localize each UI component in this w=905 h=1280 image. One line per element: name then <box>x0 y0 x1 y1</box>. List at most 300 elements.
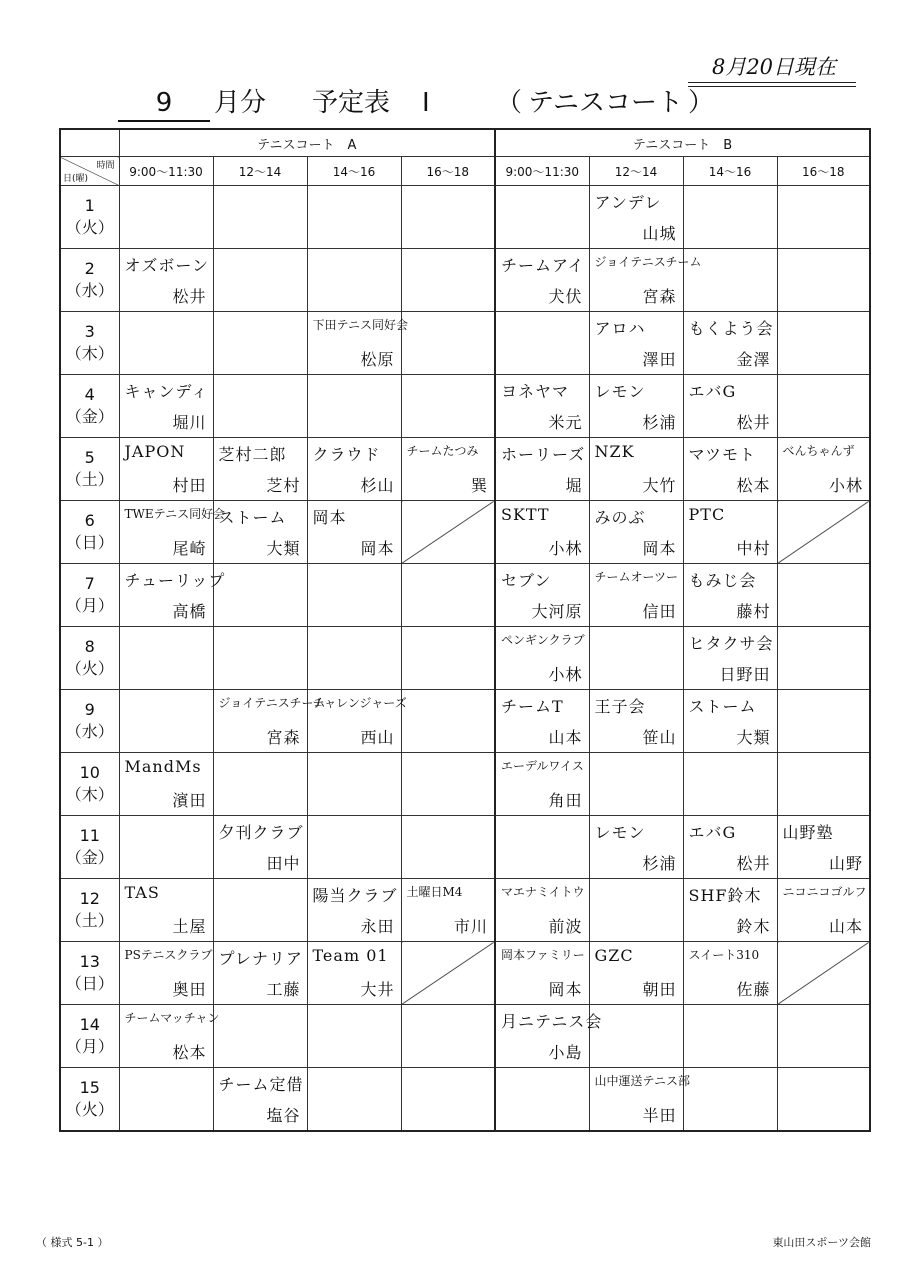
closed-slot-cell <box>401 942 495 1005</box>
day-number: 1 <box>84 196 95 215</box>
reservation-cell <box>589 753 683 816</box>
reservation-cell <box>777 753 870 816</box>
representative-name: 小島 <box>548 1043 583 1062</box>
reservation-cell <box>213 249 307 312</box>
title-open-paren: （ <box>496 88 523 118</box>
day-row <box>60 753 870 816</box>
reservation-cell <box>307 375 401 438</box>
corner-header <box>60 157 119 186</box>
corner-time-label: 時間 <box>96 161 115 171</box>
group-name: スイート310 <box>688 948 760 962</box>
weekday-label: （日） <box>65 533 114 552</box>
reservation-cell <box>119 186 213 249</box>
day-number: 3 <box>84 322 95 341</box>
reservation-cell <box>119 1005 220 1068</box>
representative-name: 宮森 <box>642 287 677 306</box>
day-number: 7 <box>84 574 95 593</box>
representative-name: 大竹 <box>642 476 677 495</box>
group-name: SKTT <box>501 505 550 524</box>
reservation-cell <box>213 627 307 690</box>
weekday-label: （水） <box>65 722 114 741</box>
reservation-cell <box>495 753 589 816</box>
group-name: マエナミイトウ <box>501 885 585 899</box>
representative-name: 山本 <box>829 917 864 936</box>
representative-name: 山本 <box>548 728 583 747</box>
title-label: 予定表 <box>312 88 391 118</box>
reservation-cell <box>683 1068 777 1132</box>
representative-name: 永田 <box>360 917 395 936</box>
reservation-cell <box>401 879 495 942</box>
group-name: 王子会 <box>594 697 646 716</box>
group-name: エバG <box>688 382 737 401</box>
reservation-cell <box>119 816 213 879</box>
group-name: 月ニテニス会 <box>501 1012 603 1031</box>
representative-name: 前波 <box>548 917 583 936</box>
reservation-cell <box>683 501 777 564</box>
representative-name: 大類 <box>736 728 771 747</box>
reservation-cell <box>589 816 683 879</box>
reservation-cell <box>307 942 401 1005</box>
reservation-cell <box>213 501 307 564</box>
representative-name: 小林 <box>548 539 583 558</box>
reservation-cell <box>495 312 589 375</box>
time-slot-header: 12～14 <box>589 157 683 186</box>
reservation-cell <box>213 375 307 438</box>
group-name: 陽当クラブ <box>312 886 398 905</box>
day-row <box>60 564 870 627</box>
date-cell <box>60 501 119 564</box>
weekday-label: （火） <box>65 659 114 678</box>
representative-name: 尾崎 <box>172 539 207 558</box>
schedule-table <box>59 128 871 1132</box>
reservation-cell <box>119 753 213 816</box>
day-row <box>60 627 870 690</box>
closed-slot-cell <box>777 501 870 564</box>
time-slot-header: 16～18 <box>401 157 495 186</box>
representative-name: 大類 <box>266 539 301 558</box>
reservation-cell <box>119 249 213 312</box>
reservation-cell <box>213 312 307 375</box>
corner-blank <box>60 129 119 157</box>
group-name: みのぶ <box>594 508 646 527</box>
reservation-cell <box>495 627 589 690</box>
representative-name: 塩谷 <box>266 1106 301 1125</box>
reservation-cell <box>307 1005 401 1068</box>
time-slot-header: 12～14 <box>213 157 307 186</box>
status-underline <box>688 82 856 83</box>
group-name: チームアイ <box>501 256 585 275</box>
day-row <box>60 942 870 1005</box>
day-row <box>60 816 870 879</box>
reservation-cell <box>589 186 683 249</box>
day-number: 14 <box>79 1015 100 1034</box>
representative-name: 松井 <box>736 413 771 432</box>
reservation-cell <box>401 1068 495 1132</box>
representative-name: 米元 <box>548 413 583 432</box>
title-facility: テニスコート <box>528 88 683 118</box>
day-number: 5 <box>84 448 95 467</box>
group-name: NZK <box>594 442 635 461</box>
group-name: プレナリア <box>218 949 303 968</box>
representative-name: 杉浦 <box>642 413 677 432</box>
day-number: 12 <box>79 889 100 908</box>
representative-name: 金澤 <box>736 350 771 369</box>
reservation-cell <box>589 1005 683 1068</box>
group-name: 山野塾 <box>782 823 834 842</box>
group-name: ジョイテニスチーム <box>218 696 326 710</box>
reservation-cell <box>119 879 213 942</box>
representative-name: 岡本 <box>360 539 395 558</box>
reservation-cell <box>589 627 683 690</box>
reservation-cell <box>401 1005 495 1068</box>
reservation-cell <box>213 438 307 501</box>
reservation-cell <box>495 879 589 942</box>
representative-name: 奥田 <box>172 980 207 999</box>
weekday-label: （金） <box>65 407 114 426</box>
day-number: 4 <box>84 385 95 404</box>
representative-name: 澤田 <box>642 350 677 369</box>
reservation-cell <box>307 312 409 375</box>
reservation-cell <box>213 879 307 942</box>
group-name: TWEテニス同好会 <box>124 507 226 521</box>
group-name: べんちゃんず <box>782 444 855 458</box>
group-name: 山中運送テニス部 <box>594 1074 691 1088</box>
reservation-cell <box>777 186 870 249</box>
group-name: 岡本ファミリー <box>501 948 585 962</box>
reservation-cell <box>777 564 870 627</box>
group-name: キャンディ <box>124 382 209 401</box>
title-roman: I <box>422 88 430 118</box>
reservation-cell <box>119 501 226 564</box>
reservation-cell <box>683 879 777 942</box>
reservation-cell <box>683 1005 777 1068</box>
group-name: アロハ <box>594 319 646 338</box>
group-name: PTC <box>688 505 726 524</box>
representative-name: 小林 <box>829 476 864 495</box>
group-name: チームマッチャン <box>124 1011 220 1025</box>
group-name: チームたつみ <box>406 444 479 458</box>
reservation-cell <box>307 186 401 249</box>
representative-name: 土屋 <box>172 917 207 936</box>
reservation-cell <box>495 564 589 627</box>
reservation-cell <box>495 438 589 501</box>
day-number: 2 <box>84 259 95 278</box>
group-name: MandMs <box>124 757 202 776</box>
date-cell <box>60 375 119 438</box>
reservation-cell <box>119 627 213 690</box>
date-cell <box>60 816 119 879</box>
reservation-cell <box>307 879 401 942</box>
representative-name: 濱田 <box>172 791 207 810</box>
day-number: 11 <box>79 826 100 845</box>
representative-name: 笹山 <box>642 728 677 747</box>
group-name: ペンギンクラブ <box>501 633 585 647</box>
reservation-cell <box>307 564 401 627</box>
day-row <box>60 1068 870 1132</box>
reservation-cell <box>495 375 589 438</box>
reservation-cell <box>777 375 870 438</box>
time-slot-header: 9:00～11:30 <box>119 157 213 186</box>
date-cell <box>60 627 119 690</box>
group-name: アンデレ <box>594 193 662 212</box>
representative-name: 鈴木 <box>736 917 771 936</box>
reservation-cell <box>401 186 495 249</box>
representative-name: 佐藤 <box>736 980 771 999</box>
group-name: チーム定借 <box>218 1075 304 1094</box>
day-row <box>60 312 870 375</box>
day-row <box>60 879 870 942</box>
corner-day-label: 日(曜) <box>63 174 89 184</box>
date-cell <box>60 186 119 249</box>
weekday-label: （月） <box>65 1037 114 1056</box>
representative-name: 工藤 <box>266 980 301 999</box>
reservation-cell <box>777 879 870 942</box>
reservation-cell <box>213 753 307 816</box>
time-slot-header: 14～16 <box>683 157 777 186</box>
reservation-cell <box>589 501 683 564</box>
reservation-cell <box>119 942 213 1005</box>
reservation-cell <box>589 375 683 438</box>
reservation-cell <box>495 690 589 753</box>
reservation-cell <box>401 249 495 312</box>
reservation-cell <box>683 186 777 249</box>
group-name: 岡本 <box>312 508 347 527</box>
representative-name: 松本 <box>172 1043 207 1062</box>
representative-name: 巽 <box>470 476 488 495</box>
reservation-cell <box>401 816 495 879</box>
reservation-cell <box>401 753 495 816</box>
date-cell <box>60 564 119 627</box>
reservation-cell <box>495 249 589 312</box>
representative-name: 中村 <box>736 539 771 558</box>
group-name: ストーム <box>688 697 757 716</box>
day-row <box>60 249 870 312</box>
date-cell <box>60 1068 119 1132</box>
group-name: チームオーツー <box>594 570 679 584</box>
reservation-cell <box>307 501 401 564</box>
reservation-cell <box>401 375 495 438</box>
group-name: ジョイテニスチーム <box>594 255 702 269</box>
group-name: チャレンジャーズ <box>312 696 407 710</box>
representative-name: 高橋 <box>172 602 207 621</box>
day-row <box>60 501 870 564</box>
representative-name: 田中 <box>266 854 301 873</box>
group-name: ヨネヤマ <box>501 382 570 401</box>
representative-name: 村田 <box>172 476 207 495</box>
group-name: エバG <box>688 823 737 842</box>
reservation-cell <box>307 690 407 753</box>
reservation-cell <box>589 564 683 627</box>
month-suffix: 月分 <box>214 88 267 118</box>
group-name: PSテニスクラブ <box>124 948 213 962</box>
reservation-cell <box>401 690 495 753</box>
reservation-cell <box>213 942 307 1005</box>
representative-name: 西山 <box>360 728 395 747</box>
group-name: チームT <box>501 697 564 716</box>
representative-name: 犬伏 <box>548 287 583 306</box>
weekday-label: （土） <box>65 470 114 489</box>
weekday-label: （土） <box>65 911 114 930</box>
group-name: エーデルワイス <box>501 759 584 773</box>
reservation-cell <box>777 438 870 501</box>
group-name: もくよう会 <box>688 319 774 338</box>
day-row <box>60 690 870 753</box>
representative-name: 芝村 <box>266 476 301 495</box>
representative-name: 松本 <box>736 476 771 495</box>
group-name: 芝村二郎 <box>218 445 287 464</box>
weekday-label: （月） <box>65 596 114 615</box>
reservation-cell <box>683 249 777 312</box>
group-name: レモン <box>594 823 646 842</box>
group-name: ストーム <box>218 508 287 527</box>
group-name: JAPON <box>124 442 186 461</box>
reservation-cell <box>683 375 777 438</box>
representative-name: 松原 <box>360 350 395 369</box>
reservation-cell <box>589 690 683 753</box>
group-name: Team 01 <box>312 946 389 965</box>
time-slot-header: 14～16 <box>307 157 401 186</box>
date-cell <box>60 1005 119 1068</box>
reservation-cell <box>307 816 401 879</box>
reservation-cell <box>495 186 589 249</box>
reservation-cell <box>683 627 777 690</box>
reservation-cell <box>683 942 777 1005</box>
group-name: セブン <box>501 571 552 590</box>
group-name: ホーリーズ <box>501 445 586 464</box>
reservation-cell <box>589 879 683 942</box>
day-number: 6 <box>84 511 95 530</box>
day-number: 9 <box>84 700 95 719</box>
date-cell <box>60 438 119 501</box>
reservation-cell <box>589 1068 691 1132</box>
representative-name: 藤村 <box>736 602 771 621</box>
date-cell <box>60 690 119 753</box>
facility-name: 東山田スポーツ会館 <box>772 1236 871 1249</box>
reservation-cell <box>213 1068 307 1132</box>
reservation-cell <box>777 249 870 312</box>
court-a-header: テニスコート A <box>119 129 495 157</box>
representative-name: 杉山 <box>360 476 395 495</box>
reservation-cell <box>119 312 213 375</box>
representative-name: 堀川 <box>172 413 207 432</box>
group-name: GZC <box>594 946 634 965</box>
reservation-cell <box>683 564 777 627</box>
group-name: 土曜日M4 <box>406 885 463 899</box>
representative-name: 朝田 <box>642 980 677 999</box>
representative-name: 市川 <box>453 917 488 936</box>
reservation-cell <box>119 375 213 438</box>
reservation-cell <box>495 816 589 879</box>
day-row <box>60 1005 870 1068</box>
representative-name: 大河原 <box>531 602 583 621</box>
closed-slot-cell <box>777 942 870 1005</box>
status-note: 8月20日現在 <box>711 55 837 79</box>
reservation-cell <box>683 690 777 753</box>
date-cell <box>60 879 119 942</box>
representative-name: 杉浦 <box>642 854 677 873</box>
group-name: クラウド <box>312 445 381 464</box>
schedule-body <box>60 186 870 1132</box>
court-header-row <box>60 129 870 157</box>
representative-name: 半田 <box>642 1106 677 1125</box>
weekday-label: （火） <box>65 218 114 237</box>
group-name: チューリップ <box>124 571 226 590</box>
group-name: 下田テニス同好会 <box>312 318 409 332</box>
representative-name: 松井 <box>736 854 771 873</box>
representative-name: 大井 <box>360 980 395 999</box>
reservation-cell <box>777 816 870 879</box>
day-number: 13 <box>79 952 100 971</box>
reservation-cell <box>777 1005 870 1068</box>
reservation-cell <box>307 1068 401 1132</box>
reservation-cell <box>401 564 495 627</box>
reservation-cell <box>213 186 307 249</box>
representative-name: 岡本 <box>642 539 677 558</box>
representative-name: 信田 <box>642 602 677 621</box>
reservation-cell <box>777 627 870 690</box>
reservation-cell <box>777 1068 870 1132</box>
representative-name: 岡本 <box>548 980 583 999</box>
reservation-cell <box>495 1005 603 1068</box>
weekday-label: （水） <box>65 281 114 300</box>
reservation-cell <box>119 564 226 627</box>
time-slot-header-row <box>60 157 870 186</box>
reservation-cell <box>589 249 702 312</box>
form-number: （ 様式 5-1 ） <box>36 1236 109 1249</box>
reservation-cell <box>213 816 307 879</box>
reservation-cell <box>119 438 213 501</box>
reservation-cell <box>683 816 777 879</box>
reservation-cell <box>119 1068 213 1132</box>
group-name: TAS <box>124 883 160 902</box>
group-name: 夕刊クラブ <box>218 823 304 842</box>
weekday-label: （木） <box>65 785 114 804</box>
group-name: ニコニコゴルフ <box>782 885 867 899</box>
group-name: もみじ会 <box>688 571 757 590</box>
reservation-cell <box>683 438 777 501</box>
representative-name: 小林 <box>548 665 583 684</box>
group-name: レモン <box>594 382 646 401</box>
reservation-cell <box>213 690 326 753</box>
reservation-cell <box>495 501 589 564</box>
time-slot-header: 9:00～11:30 <box>495 157 589 186</box>
representative-name: 堀 <box>565 476 583 495</box>
title-close-paren: ） <box>688 88 715 118</box>
representative-name: 角田 <box>548 791 583 810</box>
closed-slot-cell <box>401 501 495 564</box>
day-number: 8 <box>84 637 95 656</box>
reservation-cell <box>307 627 401 690</box>
reservation-cell <box>401 627 495 690</box>
weekday-label: （日） <box>65 974 114 993</box>
reservation-cell <box>589 942 683 1005</box>
group-name: オズボーン <box>124 256 210 275</box>
group-name: SHF鈴木 <box>688 886 762 905</box>
reservation-cell <box>495 1068 589 1132</box>
reservation-cell <box>213 1005 307 1068</box>
representative-name: 宮森 <box>266 728 301 747</box>
day-number: 10 <box>79 763 100 782</box>
reservation-cell <box>401 438 495 501</box>
weekday-label: （火） <box>65 1100 114 1119</box>
weekday-label: （金） <box>65 848 114 867</box>
representative-name: 山野 <box>829 854 864 873</box>
representative-name: 山城 <box>642 224 677 243</box>
date-cell <box>60 249 119 312</box>
group-name: マツモト <box>688 445 757 464</box>
court-b-header: テニスコート B <box>495 129 870 157</box>
reservation-cell <box>777 312 870 375</box>
